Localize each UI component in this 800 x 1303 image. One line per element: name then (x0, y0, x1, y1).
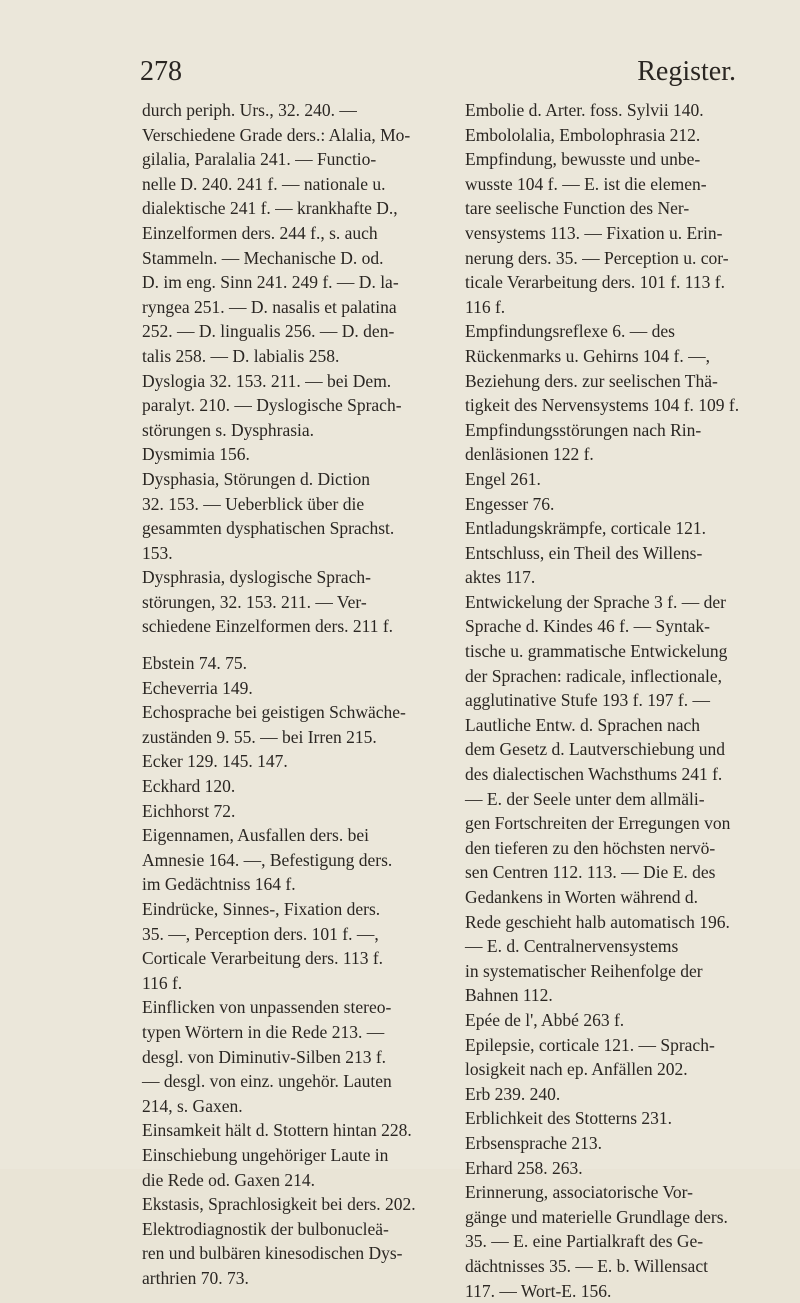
index-line: dialektische 241 f. — krankhafte D., (142, 196, 438, 221)
index-line: gänge und materielle Grundlage ders. (465, 1205, 771, 1230)
index-line: 252. — D. lingualis 256. — D. den- (142, 319, 438, 344)
index-line: 32. 153. — Ueberblick über die (142, 492, 438, 517)
index-line: Entwickelung der Sprache 3 f. — der (465, 590, 771, 615)
right-column (465, 98, 771, 1303)
index-line: ryngea 251. — D. nasalis et palatina (142, 295, 438, 320)
index-line: Stammeln. — Mechanische D. od. (142, 246, 438, 271)
index-line: der Sprachen: radicale, inflectionale, (465, 664, 771, 689)
index-line: arthrien 70. 73. (142, 1266, 438, 1291)
index-line: Rückenmarks u. Gehirns 104 f. —, (465, 344, 771, 369)
index-line: nerung ders. 35. — Perception u. cor- (465, 246, 771, 271)
index-line: Beziehung ders. zur seelischen Thä- (465, 369, 771, 394)
index-line: Einschiebung ungehöriger Laute in (142, 1143, 438, 1168)
index-line: den tieferen zu den höchsten nervö- (465, 836, 771, 861)
index-line: Eckhard 120. (142, 774, 438, 799)
index-line: Ebstein 74. 75. (142, 651, 438, 676)
index-line: nelle D. 240. 241 f. — nationale u. (142, 172, 438, 197)
index-line: ren und bulbären kinesodischen Dys- (142, 1241, 438, 1266)
index-line: Eichhorst 72. (142, 799, 438, 824)
index-line: 116 f. (142, 971, 438, 996)
index-line: Epée de l', Abbé 263 f. (465, 1008, 771, 1033)
index-line: Embololalia, Embolophrasia 212. (465, 123, 771, 148)
index-line: paralyt. 210. — Dyslogische Sprach- (142, 393, 438, 418)
index-line: Eigennamen, Ausfallen ders. bei (142, 823, 438, 848)
index-line: Einzelformen ders. 244 f., s. auch (142, 221, 438, 246)
index-line: durch periph. Urs., 32. 240. — (142, 98, 438, 123)
index-line: typen Wörtern in die Rede 213. — (142, 1020, 438, 1045)
index-line: talis 258. — D. labialis 258. (142, 344, 438, 369)
index-line: sen Centren 112. 113. — Die E. des (465, 860, 771, 885)
index-line: Ecker 129. 145. 147. (142, 749, 438, 774)
index-line: Erb 239. 240. (465, 1082, 771, 1107)
index-line: Erhard 258. 263. (465, 1156, 771, 1181)
index-line: Erblichkeit des Stotterns 231. (465, 1106, 771, 1131)
index-line: in systematischer Reihenfolge der (465, 959, 771, 984)
index-line: zuständen 9. 55. — bei Irren 215. (142, 725, 438, 750)
index-line: Epilepsie, corticale 121. — Sprach- (465, 1033, 771, 1058)
index-line: — E. d. Centralnervensystems (465, 934, 771, 959)
index-line: Gedankens in Worten während d. (465, 885, 771, 910)
index-line: denläsionen 122 f. (465, 442, 771, 467)
index-line: Entladungskrämpfe, corticale 121. (465, 516, 771, 541)
index-line: Elektrodiagnostik der bulbonucleä- (142, 1217, 438, 1242)
index-line: ticale Verarbeitung ders. 101 f. 113 f. (465, 270, 771, 295)
index-line: störungen s. Dysphrasia. (142, 418, 438, 443)
index-line: Erbsensprache 213. (465, 1131, 771, 1156)
index-line: die Rede od. Gaxen 214. (142, 1168, 438, 1193)
index-line: dem Gesetz d. Lautverschiebung und (465, 737, 771, 762)
index-line: Einflicken von unpassenden stereo- (142, 995, 438, 1020)
index-line: Engesser 76. (465, 492, 771, 517)
index-line: Dysphasia, Störungen d. Diction (142, 467, 438, 492)
index-line: im Gedächtniss 164 f. (142, 872, 438, 897)
index-line: Ekstasis, Sprachlosigkeit bei ders. 202. (142, 1192, 438, 1217)
index-line: tigkeit des Nervensystems 104 f. 109 f. (465, 393, 771, 418)
index-line: tische u. grammatische Entwickelung (465, 639, 771, 664)
index-line: Eindrücke, Sinnes-, Fixation ders. (142, 897, 438, 922)
index-line: Empfindungsreflexe 6. — des (465, 319, 771, 344)
index-line: Amnesie 164. —, Befestigung ders. (142, 848, 438, 873)
index-line: Embolie d. Arter. foss. Sylvii 140. (465, 98, 771, 123)
index-line: 35. — E. eine Partialkraft des Ge- (465, 1229, 771, 1254)
index-line: Entschluss, ein Theil des Willens- (465, 541, 771, 566)
index-line: Erinnerung, associatorische Vor- (465, 1180, 771, 1205)
section-gap (142, 639, 438, 651)
index-line: gesammten dysphatischen Sprachst. (142, 516, 438, 541)
index-line: gen Fortschreiten der Erregungen von (465, 811, 771, 836)
index-line: wusste 104 f. — E. ist die elemen- (465, 172, 771, 197)
index-line: Lautliche Entw. d. Sprachen nach (465, 713, 771, 738)
page-number: 278 (140, 56, 182, 88)
index-line: Sprache d. Kindes 46 f. — Syntak- (465, 614, 771, 639)
index-line: des dialectischen Wachsthums 241 f. (465, 762, 771, 787)
index-line: — E. der Seele unter dem allmäli- (465, 787, 771, 812)
index-line: Empfindung, bewusste und unbe- (465, 147, 771, 172)
running-head: Register. (637, 56, 736, 88)
index-line: — desgl. von einz. ungehör. Lauten (142, 1069, 438, 1094)
index-line: desgl. von Diminutiv-Silben 213 f. (142, 1045, 438, 1070)
index-line: vensystems 113. — Fixation u. Erin- (465, 221, 771, 246)
index-line: 116 f. (465, 295, 771, 320)
index-line: 153. (142, 541, 438, 566)
index-line: aktes 117. (465, 565, 771, 590)
index-line: Empfindungsstörungen nach Rin- (465, 418, 771, 443)
index-line: Bahnen 112. (465, 983, 771, 1008)
index-line: schiedene Einzelformen ders. 211 f. (142, 614, 438, 639)
index-line: Dyslogia 32. 153. 211. — bei Dem. (142, 369, 438, 394)
index-line: dächtnisses 35. — E. b. Willensact (465, 1254, 771, 1279)
index-line: 214, s. Gaxen. (142, 1094, 438, 1119)
index-line: Verschiedene Grade ders.: Alalia, Mo- (142, 123, 438, 148)
index-line: tare seelische Function des Ner- (465, 196, 771, 221)
index-line: Dysphrasia, dyslogische Sprach- (142, 565, 438, 590)
index-line: 117. — Wort-E. 156. (465, 1279, 771, 1303)
index-line: gilalia, Paralalia 241. — Functio- (142, 147, 438, 172)
index-line: 35. —, Perception ders. 101 f. —, (142, 922, 438, 947)
left-column (142, 98, 438, 1291)
index-line: Echeverria 149. (142, 676, 438, 701)
page-header (140, 56, 740, 96)
index-line: Dysmimia 156. (142, 442, 438, 467)
index-line: störungen, 32. 153. 211. — Ver- (142, 590, 438, 615)
index-line: losigkeit nach ep. Anfällen 202. (465, 1057, 771, 1082)
index-line: D. im eng. Sinn 241. 249 f. — D. la- (142, 270, 438, 295)
index-line: agglutinative Stufe 193 f. 197 f. — (465, 688, 771, 713)
index-line: Echosprache bei geistigen Schwäche- (142, 700, 438, 725)
index-line: Einsamkeit hält d. Stottern hintan 228. (142, 1118, 438, 1143)
index-line: Corticale Verarbeitung ders. 113 f. (142, 946, 438, 971)
index-line: Engel 261. (465, 467, 771, 492)
index-line: Rede geschieht halb automatisch 196. (465, 910, 771, 935)
